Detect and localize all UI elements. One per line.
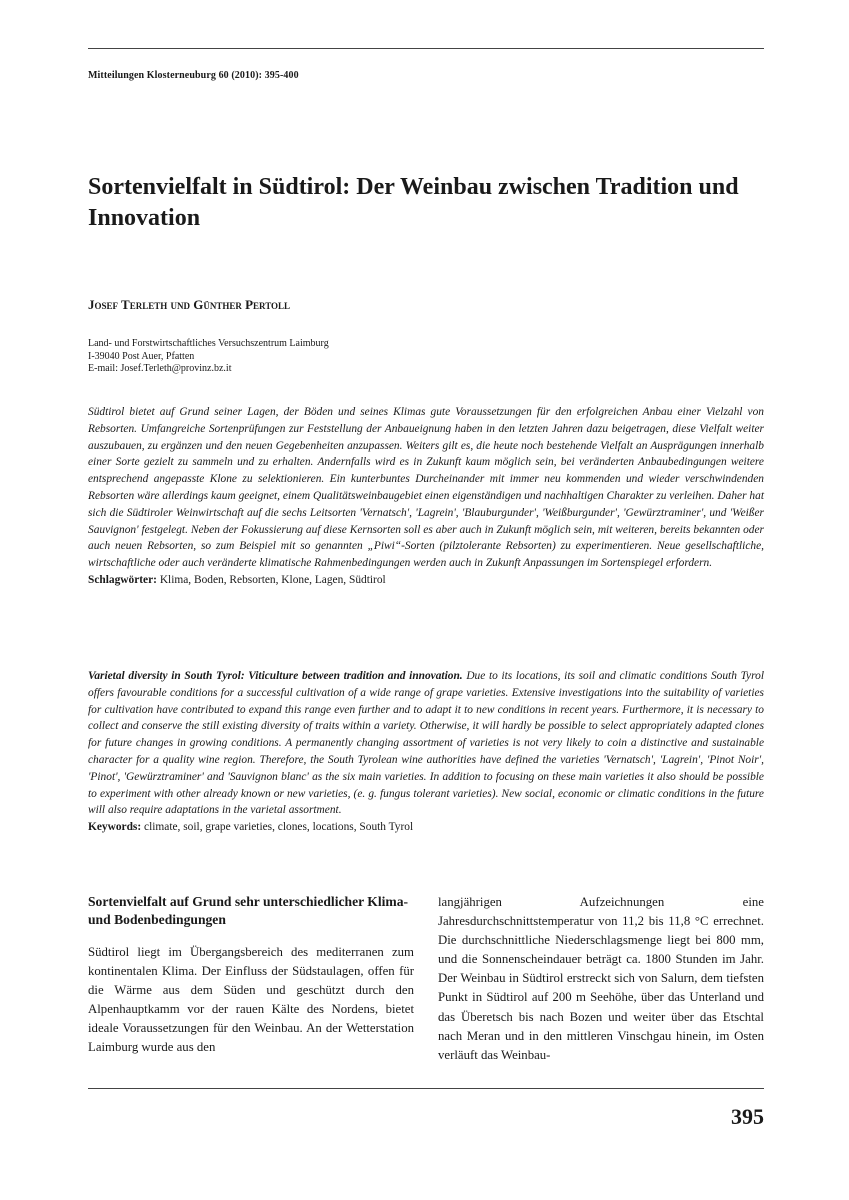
page-number: 395 <box>731 1104 764 1129</box>
section-heading: Sortenvielfalt auf Grund sehr unterschiedlicher Klima- und Bodenbedingungen <box>88 894 409 927</box>
keywords-english-list: climate, soil, grape varieties, clones, locations, South Tyrol <box>144 821 414 834</box>
abstract-english-lead: Varietal diversity in South Tyrol: Viticulture between tradition and innovation. <box>88 670 463 682</box>
body-column-right <box>438 893 764 1065</box>
author-affiliation <box>88 338 329 376</box>
affiliation-line: I-39040 Post Auer, Pfatten <box>88 350 195 362</box>
abstract-english-text: Due to its locations, its soil and climatic conditions South Tyrol offers favourable conditions for a successful cultivation of a wide range of grape varieties. Extensive investigations into the suitability of varieties for cultivation have contributed to expand this range even further and to adapt it to new conditions in recent years. Furthermore, it is necessary to collect and conserve the still existing diversity of traits within a variety. Otherwise, it will hardly be possible to select appropriately adapted clones for future changes in growing conditions. A permanently changing assortment of varieties is not very likely to coin a distinctive and sustainable character for a quality wine region. Therefore, the South Tyrolean wine authorities have defined the varieties 'Vernatsch', 'Lagrein', 'Pinot Noir', 'Pinot', 'Gewürztraminer' and 'Sauvignon blanc' as the six main varieties. In addition to focusing on these main varieties it also should be possible to experiment with other already known or new varieties, (e. g. fungus tolerant varieties). New social, economic or climatic conditions in the future will also require adaptations in the varietal assortment. <box>88 670 764 817</box>
abstract-german-text: Südtirol bietet auf Grund seiner Lagen, der Böden und seines Klimas gute Voraussetzungen für den erfolgreichen Anbau einer Vielzahl von Rebsorten. Umfangreiche Sortenprüfungen zur Feststellung der Anbaueignung haben in den letzten Jahren dazu beigetragen, diese Vielfalt weiter auszubauen, zu ergänzen und den neuen Gegebenheiten anzupassen. Weiters gilt es, die heute noch bestehende Vielfalt an Ausprägungen innerhalb einer Sorte gezielt zu sammeln und zu erhalten. Andernfalls wird es in Zukunft kaum möglich sein, bei veränderten Anbaubedingungen weitere entsprechend angepasste Klone zu selektionieren. Ein kunterbuntes Durcheinander mit immer neu kommenden und wieder verschwindenden Rebsorten wäre allerdings kaum geeignet, einem Qualitätsweinbaugebiet einen eigenständigen und nachhaltigen Charakter zu verleihen. Daher hat sich die Südtiroler Weinwirtschaft auf die sechs Leitsorten 'Vernatsch', 'Lagrein', 'Blauburgunder', 'Weißburgunder', 'Gewürztraminer', und 'Weißer Sauvignon' festgelegt. Neben der Fokussierung auf diese Kernsorten soll es aber auch in Zukunft möglich sein, mit weiteren, bereits bekannten oder auch neuen Rebsorten, so zum Beispiel mit so genannten „Piwi“-Sorten (pilztolerante Rebsorten) zu experimentieren. Neue gesellschaftliche, wirtschaftliche oder auch veränderte klimatische Rahmenbedingungen werden auch in Zukunft Anpassungen im Sortenspiegel erfordern. <box>88 406 764 570</box>
body-column-left <box>88 893 414 1058</box>
abstract-english <box>88 668 764 836</box>
keywords-german-list: Klima, Boden, Rebsorten, Klone, Lagen, Südtirol <box>159 573 386 586</box>
article-authors: Josef Terleth und Günther Pertoll <box>88 297 291 312</box>
keywords-english <box>88 819 764 836</box>
keywords-german-label: Schlagwörter: <box>88 573 157 586</box>
journal-reference: Mitteilungen Klosterneuburg 60 (2010): 395-400 <box>88 70 299 81</box>
keywords-english-label: Keywords: <box>88 821 142 834</box>
affiliation-line: Land- und Forstwirtschaftliches Versuchszentrum Laimburg <box>88 338 329 349</box>
footer-rule <box>88 1088 764 1089</box>
body-paragraph: langjährigen Aufzeichnungen eine Jahresdurchschnittstemperatur von 11,2 bis 11,8 °C errechnet. Die durchschnittliche Niederschlagsmenge liegt bei 800 mm, und die Sonnenscheindauer beträgt ca. 1800 Stunden im Jahr. Der Weinbau in Südtirol erstreckt sich von Salurn, dem tiefsten Punkt in Südtirol auf 200 m Seehöhe, über das Unterland und das Überetsch bis nach Bozen und weiter über das Etschtal nach Meran und in den mittleren Vinschgau hinein, im Osten verläuft das Weinbau- <box>438 895 764 1062</box>
header-rule <box>88 48 764 49</box>
body-paragraph: Südtirol liegt im Übergangsbereich des mediterranen zum kontinentalen Klima. Der Einfluss der Südstaulagen, offen für die Wärme aus dem Süden und geschützt durch den Alpenhauptkamm vor der rauen Kälte des Nordens, bietet ideale Voraussetzungen für den Weinbau. An der Wetterstation Laimburg wurde aus den <box>88 945 414 1055</box>
affiliation-email[interactable]: E-mail: Josef.Terleth@provinz.bz.it <box>88 363 232 374</box>
keywords-german <box>88 572 764 589</box>
article-title: Sortenvielfalt in Südtirol: Der Weinbau zwischen Tradition und Innovation <box>88 174 739 231</box>
abstract-german <box>88 404 764 589</box>
